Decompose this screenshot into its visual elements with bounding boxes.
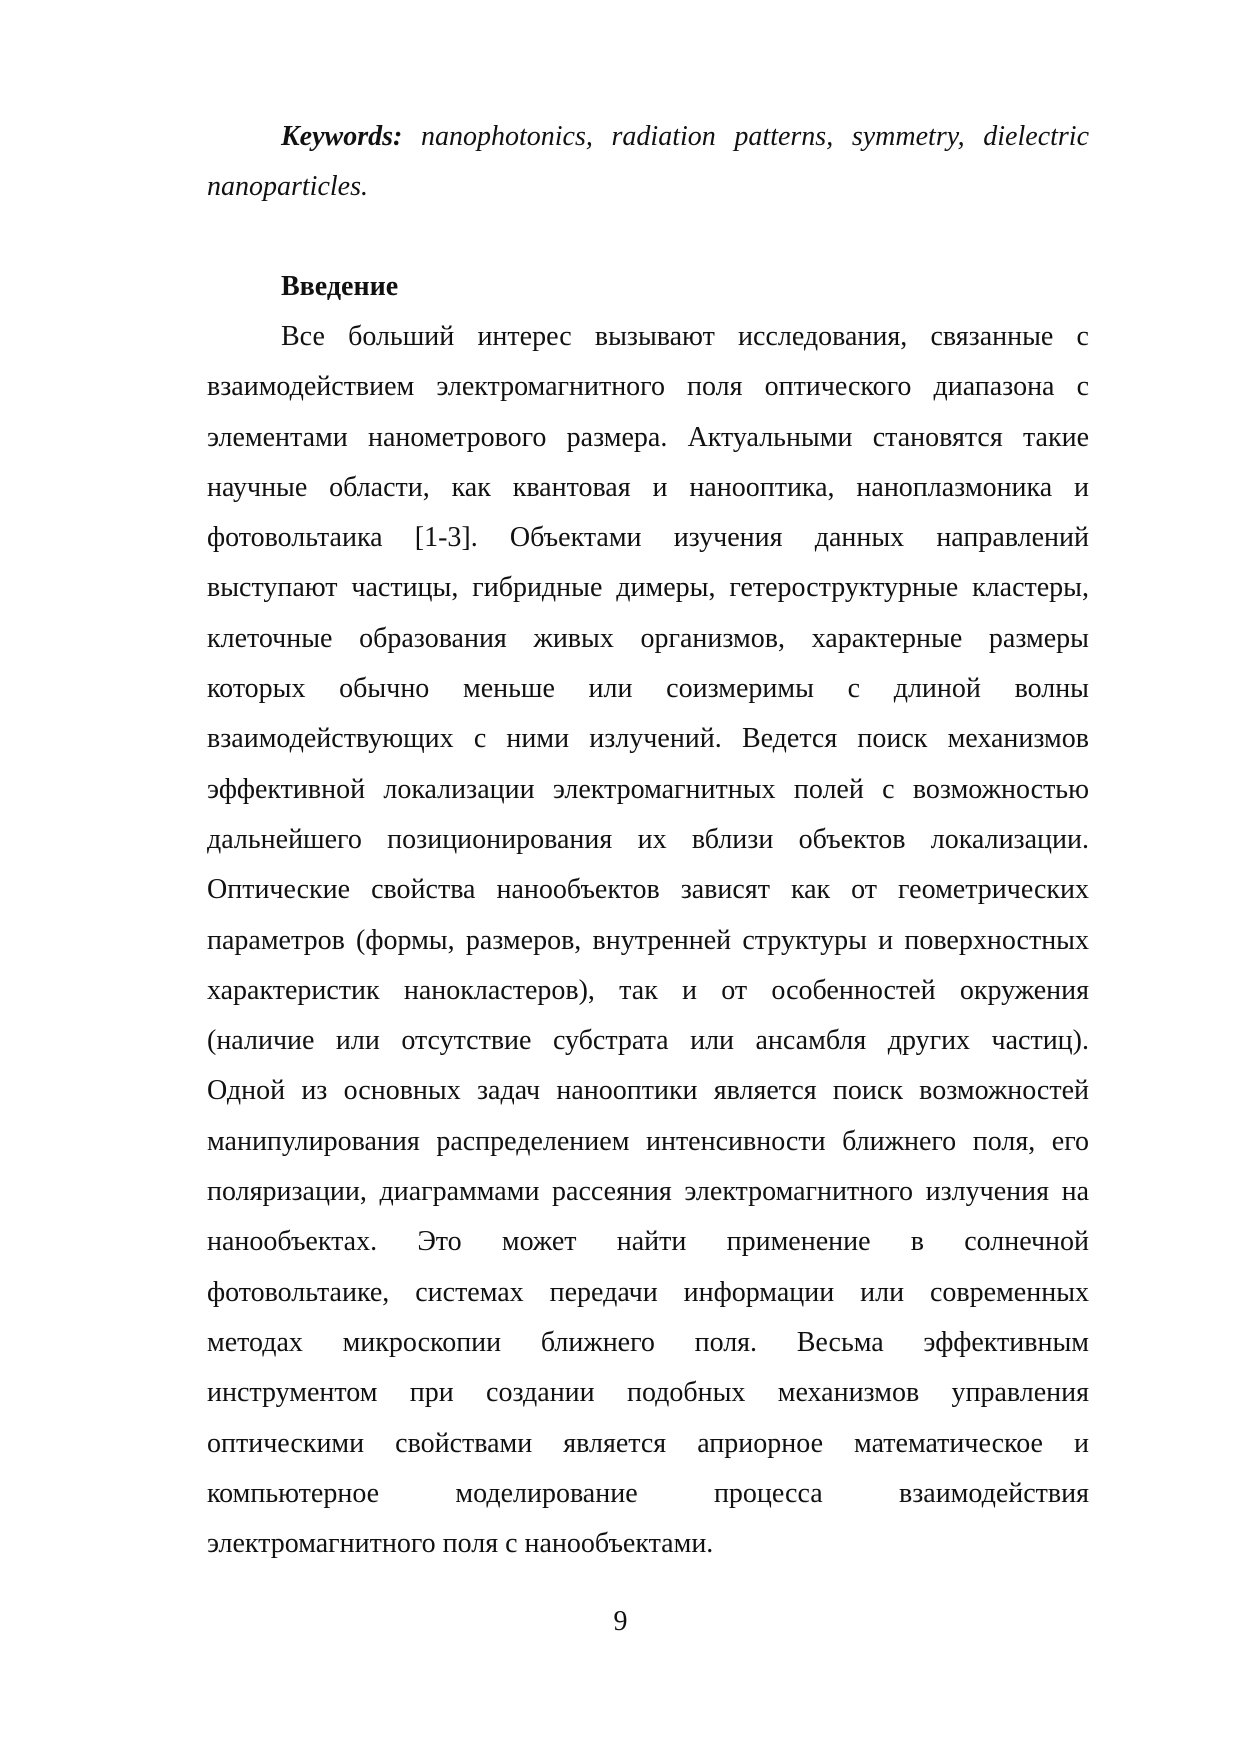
body-line: выступают частицы, гибридные димеры, гетероструктурные кластеры, [207,572,1089,604]
body-line: инструментом при создании подобных механизмов управления [207,1377,1089,1409]
body-line: эффективной локализации электромагнитных полей с возможностью [207,773,1089,805]
keywords-label: Keywords: [281,121,403,152]
body-line: компьютерное моделирование процесса взаимодействия [207,1477,1089,1509]
body-line: взаимодействующих с ними излучений. Ведется поиск механизмов [207,723,1089,755]
keywords-text: nanophotonics, radiation patterns, symmetry, dielectric nanoparticles. [207,121,1089,202]
body-line: электромагнитного поля с нанообъектами. [207,1528,714,1560]
body-line: поляризации, диаграммами рассеяния электромагнитного излучения на [207,1176,1089,1208]
body-line: Оптические свойства нанообъектов зависят как от геометрических [207,874,1089,906]
keywords-paragraph [207,112,1089,212]
body-line: дальнейшего позиционирования их вблизи объектов локализации. [207,823,1089,855]
body-line: фотовольтаика [1-3]. Объектами изучения данных направлений [207,522,1089,554]
body-line: методах микроскопии ближнего поля. Весьма эффективным [207,1326,1089,1358]
section-heading: Введение [281,271,399,302]
body-line: манипулирования распределением интенсивности ближнего поля, его [207,1125,1089,1157]
page-number: 9 [613,1606,628,1637]
body-line: элементами нанометрового размера. Актуальными становятся такие [207,421,1089,453]
body-line: оптическими свойствами является априорное математическое и [207,1427,1089,1459]
body-line: фотовольтаике, системах передачи информации или современных [207,1276,1089,1308]
body-line: характеристик нанокластеров), так и от особенностей окружения [207,974,1089,1006]
body-line: параметров (формы, размеров, внутренней структуры и поверхностных [207,924,1089,956]
body-line: Одной из основных задач нанооптики является поиск возможностей [207,1075,1089,1107]
body-paragraph [207,312,1089,1569]
body-line: (наличие или отсутствие субстрата или ансамбля других частиц). [207,1025,1089,1057]
body-line: научные области, как квантовая и нанооптика, наноплазмоника и [207,471,1089,503]
body-line: Все больший интерес вызывают исследования, связанные с [281,321,1089,352]
body-line: нанообъектах. Это может найти применение в солнечной [207,1226,1089,1258]
body-line: которых обычно меньше или соизмеримы с длиной волны [207,673,1089,705]
body-line: клеточные образования живых организмов, характерные размеры [207,622,1089,654]
body-line: взаимодействием электромагнитного поля оптического диапазона с [207,371,1089,403]
